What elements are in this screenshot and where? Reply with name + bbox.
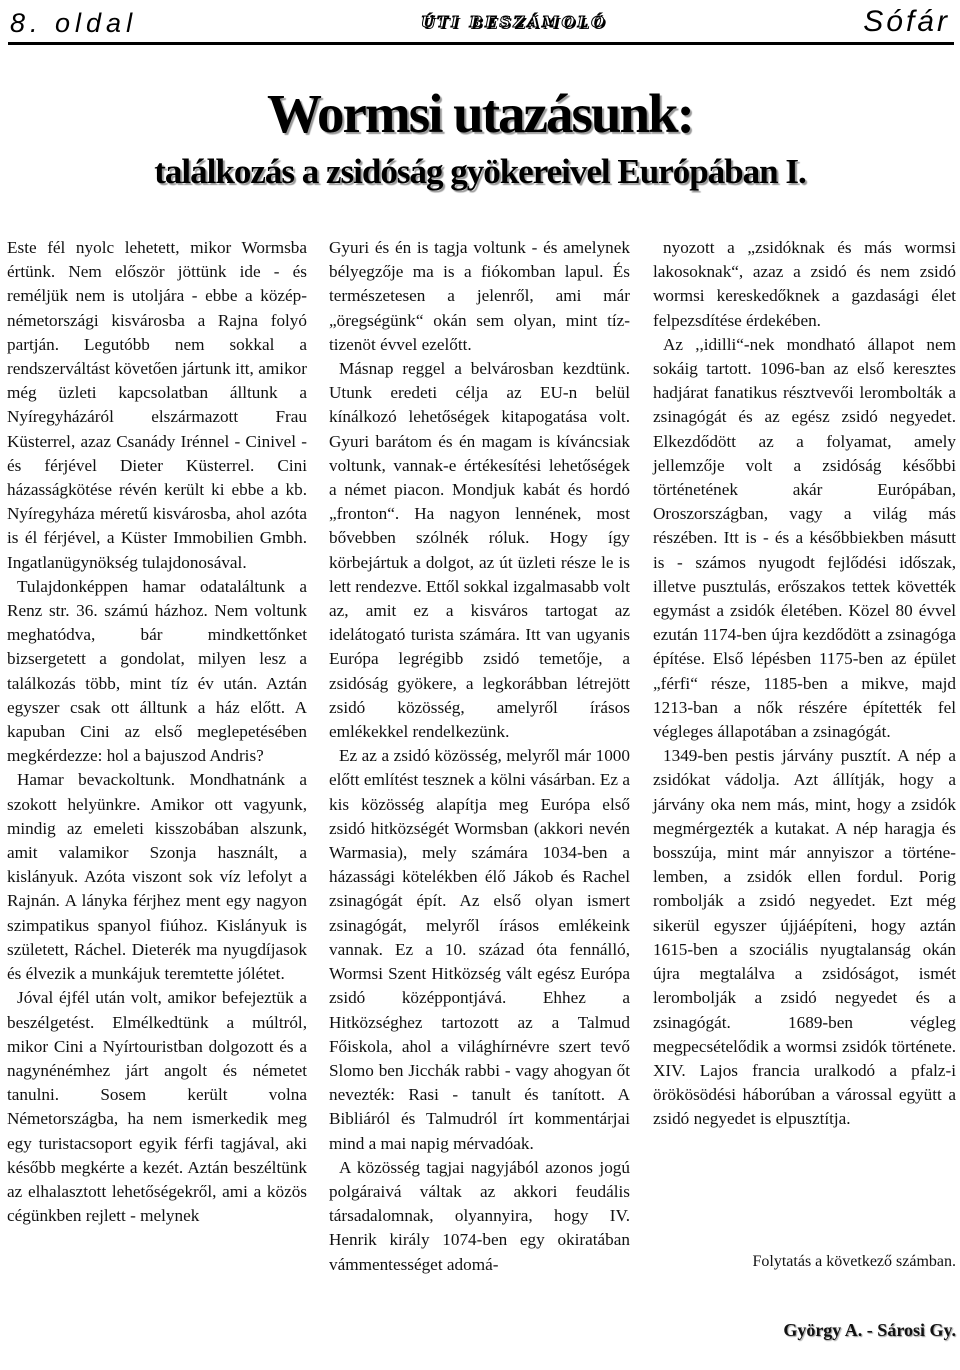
- paragraph: Az ,,idilli“-nek mondható állapot nem sokáig tartott. 1096-ban az első keresztes hadjárat fanatikus résztvevői lerombolták a zsinagógát és az egész zsidó negyedet. Elkezdődött az a folyamat, amely jellemzője volt a zsidóság későbbi történetének akár Európában, Oroszországban, vagy a világ más részében. Itt is - és a későbbiekben másutt is - számos nyugodt fejlődési időszak, illetve pusztulás, erőszakos tettek követték egymást a zsidók életében. Közel 80 évvel ezután 1174-ben újra kezdődött a zsinagóga építése. Első lépésben 1175-ben az épület „férfi“ része, 1185-ben a mikve, majd 1213-ban a nők részére építették fel végleges állapotában a zsinagógát.: [653, 334, 956, 742]
- paragraph: A közösség tagjai nagyjából azonos jogú polgáraivá váltak az akkori feudális társadalomnak, olyannyira, hogy IV. Henrik király 1074-ben egy okiratában vámmentességet adomá-: [329, 1157, 630, 1274]
- paragraph: Másnap reggel a belvárosban kezdtünk. Utunk eredeti célja az EU-n belül kínálkozó lehetőségek kitapogatása volt. Gyuri barátom és én magam is kíváncsiak voltunk, vannak-e értékesítési lehetőségek a német piacon. Mondjuk kabát és hordó „fronton“. Ha nagyon lennének, most bővebben szólnék róluk. Hogy így körbejártuk a dolgot, az út üzleti része le is lett rendezve. Ettől sokkal izgalmasabb volt az, amit ez a kisváros tartogat az idelátogató turista számára. Itt van ugyanis Európa legrégibb zsidó temetője, a zsidóság gyökere, a legkorábban létrejött zsidó közösség, amelyről írásos emlékekkel rendelkezünk.: [329, 359, 630, 742]
- article-column-1: [7, 236, 307, 1228]
- continuation-note: Folytatás a következő számban.: [752, 1253, 956, 1270]
- paragraph: Jóval éjfél után volt, amikor befejeztük a beszélgetést. Elmélkedtünk a múltról, mikor Cini a Nyírtouristban dolgozott és a nagynénémhez járt angolt és németet tanulni. Sosem került volna Németországba, ha nem ismerkedik meg egy turistacsoport egyik férfi tagjával, aki később megkérte a kezét. Aztán beszéltünk az elhalasztott lehetőségekről, ami a közös cégünkben rejlett - melynek: [7, 988, 307, 1226]
- paragraph: Hamar bevackoltunk. Mondhatnánk a szokott helyünkre. Amikor ott vagyunk, mindig az emeleti kisszobában alszunk, amit valamikor Szonja használt, a kislányuk. Azóta viszont sok víz lefolyt a Rajnán. A lányka férjhez ment egy nagyon szimpatikus spanyol fiúhoz. Kislányuk is született, Ráchel. Dieterék ma nyugdíjasok és élvezik a munkájuk teremtette jólétet.: [7, 770, 307, 984]
- header-divider: [8, 42, 954, 45]
- paragraph: 1349-ben pestis járvány pusztít. A nép a zsidókat vádolja. Azt állítják, hogy a járvány oka nem más, mint, hogy a zsidók megmérgezték a kutakat. A nép haragja és bosszúja, mint már annyiszor a történe-lemben, a zsidók ellen fordul. Porig rombolják a zsidó negyedet. Ezt még sikerül egyszer újjáépíteni, hogy aztán 1615-ben a szociális nyugtalanság okán újra megtalálva a zsidóságot, ismét lerombolják a zsidó negyedet és a zsinagógát. 1689-ben végleg megpecsételődik a wormsi zsidók története. XIV. Lajos francia uralkodó a pfalz-i örökösödési háborúban a várossal együtt a zsidó negyedet is elpusztítja.: [653, 746, 956, 1129]
- article-subtitle: találkozás a zsidóság gyökereivel Európában I.: [154, 152, 806, 191]
- page-number: 8. oldal: [10, 8, 138, 38]
- article-author: György A. - Sárosi Gy.: [783, 1320, 956, 1340]
- paragraph: Tulajdonképpen hamar odataláltunk a Renz str. 36. számú házhoz. Nem voltunk meghatódva, bár mindkettőnket bizsergetett a gondolat, milyen lesz a találkozás több, mint tíz év után. Aztán egyszer csak ott álltunk a ház előtt. A kapuban Cini az első meglepetésében megkérdezze: hol a bajuszod Andris?: [7, 576, 307, 766]
- section-title-text: ÚTI BESZÁMOLÓ: [420, 13, 608, 31]
- paragraph: nyozott a „zsidóknak és más wormsi lakosoknak“, azaz a zsidó és nem zsidó wormsi kereskedőknek a gazdasági élet felpezsdítése érdekében.: [653, 238, 956, 330]
- section-title: [0, 13, 960, 31]
- page-header: [0, 0, 960, 45]
- paragraph: Ez az a zsidó közösség, melyről már 1000 előtt említést tesznek a kölni vásárban. Ez a kis közösség alapítja meg Európa első zsidó hitközségét Wormsban (akkori nevén Warmasia), mely számára 1034-ben a házassági kötelékben élő Jákob és Rachel zsinagógát épít. Az első olyan ismert zsinagógát, melyről írásos emlékeink vannak. Ez a 10. század óta fennálló, Wormsi Szent Hitközség vált egész Európa zsidó középpontjává. Ehhez a Hitközséghez tartozott az a Talmud Főiskola, ahol a világhírnévre szert tevő Slomo ben Jicchák rabbi - vagy ahogyan őt nevezték: Rasi - tanult és tanított. A Bibliáról és Talmudról írt kommentárjai mind a mai napig mérvadóak.: [329, 746, 630, 1153]
- article-title: Wormsi utazásunk:: [267, 83, 693, 144]
- paragraph: Gyuri és én is tagja voltunk - és amelynek bélyegzője ma is a fiókomban lapul. És természetesen a jelenről, ami már „öregségünk“ okán sem olyan, mint tíz-tizenöt évvel ezelőtt.: [329, 238, 630, 354]
- paragraph: Este fél nyolc lehetett, mikor Wormsba értünk. Nem először jöttünk ide - és reméljük nem is utoljára - ebbe a közép-németországi kisvárosba a Rajna folyó partján. Legutóbb nem sokkal a rendszerváltást követően jártunk itt, amikor még üzleti kapcsolatban álltunk a Nyíregyházáról elszármazott Frau Küsterrel, azaz Csanády Irénnel - Cinivel - és férjével Dieter Küsterrel. Cini házasságkötése révén került ki ebbe a kb. Nyíregyháza méretű kisvárosba, ahol azóta is él férjével, a Küster Immobilien Gmbh. Ingatlanügynökség tulajdonosával.: [7, 238, 307, 572]
- article-column-3: [653, 236, 956, 1132]
- newspaper-name: Sófár: [863, 5, 950, 38]
- article-column-2: [329, 236, 630, 1277]
